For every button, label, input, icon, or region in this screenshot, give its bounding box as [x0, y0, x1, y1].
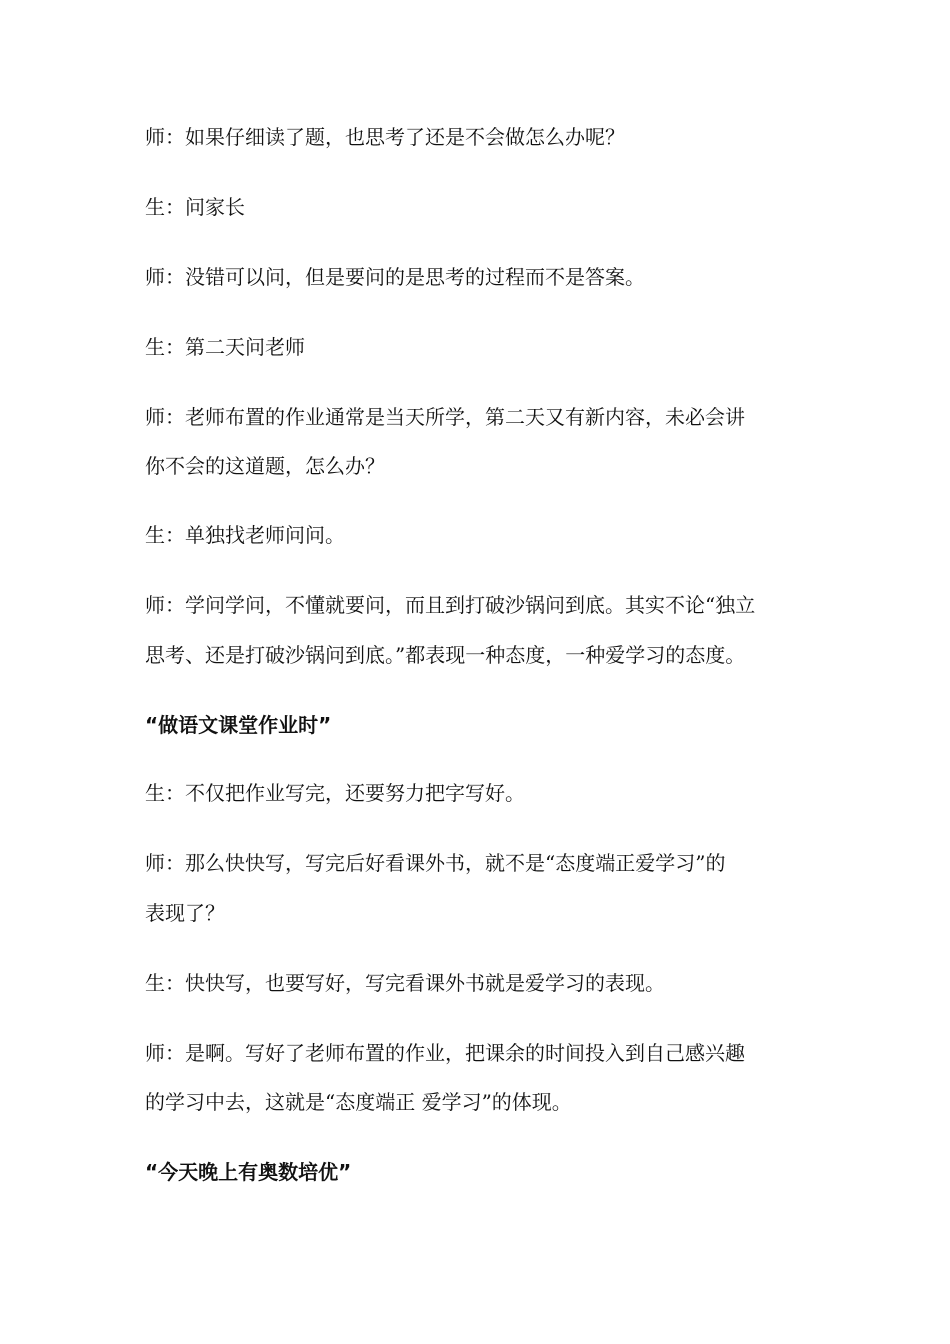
dialogue-line-5: 师：老师布置的作业通常是当天所学，第二天又有新内容，未必会讲 [145, 405, 745, 429]
dialogue-line-9-cont: 表现了？ [145, 901, 225, 925]
dialogue-line-9: 师：那么快快写，写完后好看课外书，就不是“态度端正爱学习”的 [145, 851, 726, 875]
dialogue-line-11-cont: 的学习中去，这就是“态度端正 爱学习”的体现。 [145, 1090, 572, 1114]
section-heading-chinese-homework: “做语文课堂作业时” [145, 713, 332, 737]
dialogue-line-7: 师：学问学问，不懂就要问，而且到打破沙锅问到底。其实不论“独立 [145, 593, 756, 617]
dialogue-line-4: 生：第二天问老师 [145, 335, 305, 359]
dialogue-line-2: 生：问家长 [145, 195, 245, 219]
dialogue-line-3: 师：没错可以问，但是要问的是思考的过程而不是答案。 [145, 265, 645, 289]
section-heading-math-olympiad: “今天晚上有奥数培优” [145, 1160, 352, 1184]
dialogue-line-1: 师：如果仔细读了题，也思考了还是不会做怎么办呢？ [145, 125, 625, 149]
dialogue-line-11: 师：是啊。写好了老师布置的作业，把课余的时间投入到自己感兴趣 [145, 1041, 745, 1065]
dialogue-line-7-cont: 思考、还是打破沙锅问到底。”都表现一种态度，一种爱学习的态度。 [145, 643, 746, 667]
dialogue-line-6: 生：单独找老师问问。 [145, 523, 345, 547]
dialogue-line-5-cont: 你不会的这道题，怎么办？ [145, 454, 385, 478]
dialogue-line-8: 生：不仅把作业写完，还要努力把字写好。 [145, 781, 525, 805]
dialogue-line-10: 生：快快写，也要写好，写完看课外书就是爱学习的表现。 [145, 971, 665, 995]
